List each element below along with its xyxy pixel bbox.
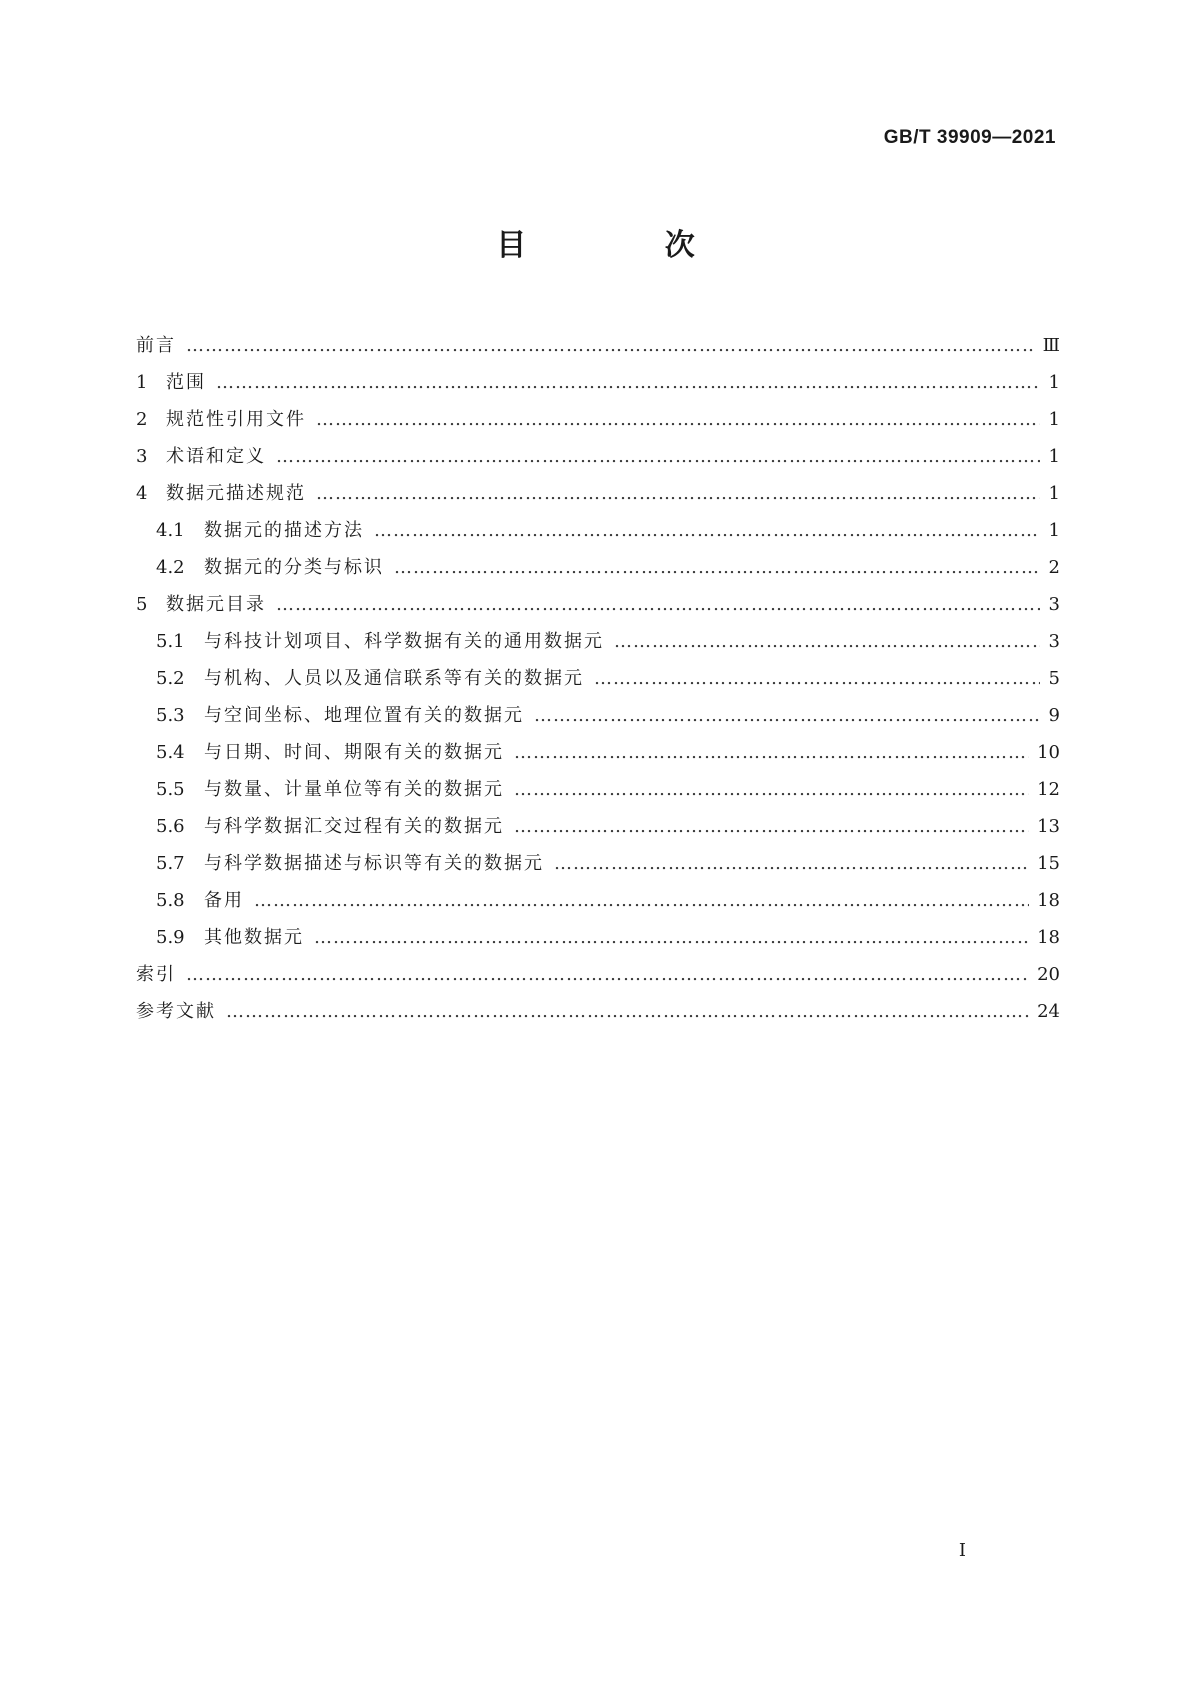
toc-entry-page: 13 bbox=[1037, 816, 1060, 837]
toc-entry-page: 3 bbox=[1048, 594, 1060, 615]
toc-dot-leader bbox=[216, 364, 1040, 401]
toc-dot-leader bbox=[314, 919, 1029, 956]
toc-entry-number: 4.1 bbox=[156, 520, 185, 541]
toc-entry-page: 15 bbox=[1037, 853, 1060, 874]
toc-entry-number: 5.1 bbox=[156, 631, 185, 652]
toc-entry-page: 1 bbox=[1048, 520, 1060, 541]
toc-dot-leader bbox=[554, 845, 1029, 882]
toc-entry-number: 5 bbox=[136, 594, 148, 615]
toc-entry-label: 索引 bbox=[136, 964, 176, 985]
toc-entry-number: 5.2 bbox=[156, 668, 185, 689]
toc-entry[interactable] bbox=[136, 808, 1060, 845]
toc-entry-label: 与科学数据汇交过程有关的数据元 bbox=[204, 816, 504, 837]
toc-entry[interactable] bbox=[136, 882, 1060, 919]
toc-entry[interactable] bbox=[136, 956, 1060, 993]
toc-dot-leader bbox=[594, 660, 1040, 697]
toc-entry-label: 与空间坐标、地理位置有关的数据元 bbox=[204, 705, 524, 726]
toc-dot-leader bbox=[316, 475, 1040, 512]
toc-dot-leader bbox=[374, 512, 1040, 549]
toc-entry-label: 备用 bbox=[204, 890, 244, 911]
toc-entry-number: 5.6 bbox=[156, 816, 185, 837]
toc-entry-label: 与机构、人员以及通信联系等有关的数据元 bbox=[204, 668, 584, 689]
toc-entry-page: 1 bbox=[1048, 409, 1060, 430]
toc-dot-leader bbox=[514, 808, 1029, 845]
toc-entry-number: 5.3 bbox=[156, 705, 185, 726]
toc-entry[interactable] bbox=[136, 697, 1060, 734]
toc-entry-label: 与日期、时间、期限有关的数据元 bbox=[204, 742, 504, 763]
toc-entry-label: 与科学数据描述与标识等有关的数据元 bbox=[204, 853, 544, 874]
toc-entry-number: 3 bbox=[136, 446, 148, 467]
toc-entry[interactable] bbox=[136, 364, 1060, 401]
toc-entry[interactable] bbox=[136, 438, 1060, 475]
toc-entry-label: 与数量、计量单位等有关的数据元 bbox=[204, 779, 504, 800]
toc-entry-label: 数据元目录 bbox=[166, 594, 266, 615]
toc-entry[interactable] bbox=[136, 475, 1060, 512]
toc-entry-page: 24 bbox=[1037, 1001, 1060, 1022]
toc-entry-label: 与科技计划项目、科学数据有关的通用数据元 bbox=[204, 631, 604, 652]
toc-entry[interactable] bbox=[136, 845, 1060, 882]
toc-entry-page: 1 bbox=[1048, 446, 1060, 467]
toc-entry-page: Ⅲ bbox=[1042, 335, 1060, 356]
toc-entry-page: 18 bbox=[1037, 890, 1060, 911]
toc-dot-leader bbox=[534, 697, 1040, 734]
toc-dot-leader bbox=[394, 549, 1040, 586]
toc-dot-leader bbox=[254, 882, 1029, 919]
toc-entry-page: 5 bbox=[1048, 668, 1060, 689]
toc-entry-number: 4 bbox=[136, 483, 148, 504]
toc-dot-leader bbox=[614, 623, 1040, 660]
toc-entry[interactable] bbox=[136, 623, 1060, 660]
toc-dot-leader bbox=[276, 586, 1040, 623]
toc-entry-number: 5.7 bbox=[156, 853, 185, 874]
toc-entry-page: 12 bbox=[1037, 779, 1060, 800]
toc-entry-number: 2 bbox=[136, 409, 148, 430]
toc-dot-leader bbox=[186, 327, 1035, 364]
toc-dot-leader bbox=[514, 734, 1029, 771]
toc-entry-label: 范围 bbox=[166, 372, 206, 393]
toc-entry[interactable] bbox=[136, 993, 1060, 1030]
toc-entry-label: 其他数据元 bbox=[204, 927, 304, 948]
toc-entry[interactable] bbox=[136, 919, 1060, 956]
toc-entry-label: 数据元描述规范 bbox=[166, 483, 306, 504]
toc-entry[interactable] bbox=[136, 734, 1060, 771]
toc-entry-label: 前言 bbox=[136, 335, 176, 356]
toc-entry-number: 5.5 bbox=[156, 779, 185, 800]
toc-entry-page: 10 bbox=[1037, 742, 1060, 763]
toc-entry-number: 5.9 bbox=[156, 927, 185, 948]
toc-entry-page: 1 bbox=[1048, 483, 1060, 504]
toc-dot-leader bbox=[226, 993, 1029, 1030]
toc-entry-page: 9 bbox=[1048, 705, 1060, 726]
toc-entry[interactable] bbox=[136, 401, 1060, 438]
toc-entry-number: 5.4 bbox=[156, 742, 185, 763]
toc-entry-page: 2 bbox=[1048, 557, 1060, 578]
toc-dot-leader bbox=[316, 401, 1040, 438]
toc-entry-page: 3 bbox=[1048, 631, 1060, 652]
toc-entry[interactable] bbox=[136, 660, 1060, 697]
toc-entry[interactable] bbox=[136, 586, 1060, 623]
table-of-contents bbox=[136, 327, 1060, 1030]
toc-dot-leader bbox=[514, 771, 1029, 808]
toc-entry-label: 数据元的分类与标识 bbox=[204, 557, 384, 578]
toc-entry-label: 规范性引用文件 bbox=[166, 409, 306, 430]
toc-entry-number: 5.8 bbox=[156, 890, 185, 911]
toc-entry[interactable] bbox=[136, 549, 1060, 586]
toc-entry-page: 18 bbox=[1037, 927, 1060, 948]
toc-entry-page: 20 bbox=[1037, 964, 1060, 985]
toc-entry-label: 参考文献 bbox=[136, 1001, 216, 1022]
toc-entry[interactable] bbox=[136, 512, 1060, 549]
toc-entry[interactable] bbox=[136, 771, 1060, 808]
toc-entry-label: 数据元的描述方法 bbox=[204, 520, 364, 541]
toc-dot-leader bbox=[186, 956, 1029, 993]
toc-entry-number: 4.2 bbox=[156, 557, 185, 578]
page-number: I bbox=[958, 1540, 966, 1561]
toc-entry-page: 1 bbox=[1048, 372, 1060, 393]
toc-entry-number: 1 bbox=[136, 372, 148, 393]
toc-dot-leader bbox=[276, 438, 1040, 475]
toc-entry[interactable] bbox=[136, 327, 1060, 364]
toc-entry-label: 术语和定义 bbox=[166, 446, 266, 467]
standard-code: GB/T 39909—2021 bbox=[883, 127, 1056, 148]
page-title: 目 次 bbox=[496, 228, 759, 263]
